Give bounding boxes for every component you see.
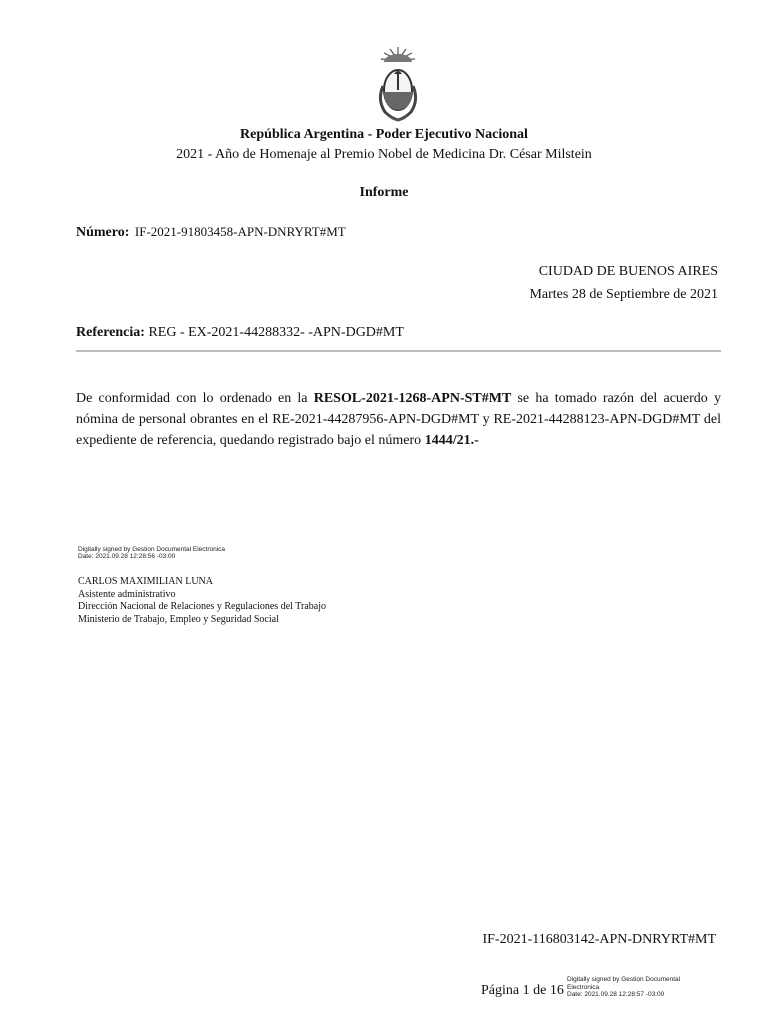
footer-signature-stamp [567,976,680,999]
body-text-2: se ha tomado razón del acuerdo y nómina de personal obrantes en el RE-2021-44287956-APN-DGD#MT y RE-2021-44288123-APN-DGD#MT del expediente de referencia, quedando registrado bajo el número [76,391,721,448]
signer-name: CARLOS MAXIMILIAN LUNA [78,576,213,587]
footer-document-id: IF-2021-116803142-APN-DNRYRT#MT [482,932,716,947]
document-type: Informe [359,185,409,200]
digital-signature-line: Digitally signed by Gestion Documental Electronica [78,546,226,553]
header-subtitle: 2021 - Año de Homenaje al Premio Nobel de Medicina Dr. César Milstein [176,147,592,162]
body-paragraph [76,388,721,451]
referencia-value: REG - EX-2021-44288332- -APN-DGD#MT [148,325,404,340]
digital-signature-date: Date: 2021.09.28 12:28:56 -03:00 [78,553,176,560]
referencia-line [76,325,404,341]
digital-signature-stamp [78,546,225,560]
referencia-label: Referencia: [76,325,145,340]
signer-ministry: Ministerio de Trabajo, Empleo y Seguridad Social [78,613,279,625]
numero-value: IF-2021-91803458-APN-DNRYRT#MT [134,224,346,239]
signer-office: Dirección Nacional de Relaciones y Regulaciones del Trabajo [78,601,326,612]
header-title: República Argentina - Poder Ejecutivo Nacional [240,127,528,142]
numero-label: Número: [76,225,130,240]
coat-of-arms-icon [373,46,423,124]
signer-block [78,576,326,626]
numero-line [76,224,346,241]
date: Martes 28 de Septiembre de 2021 [529,287,718,302]
city: CIUDAD DE BUENOS AIRES [538,264,718,279]
divider [76,350,721,352]
resolution-ref: RESOL-2021-1268-APN-ST#MT [313,391,512,406]
signer-role: Asistente administrativo [78,588,176,600]
body-text-1: De conformidad con lo ordenado en la [76,391,314,406]
footer-signature-date: Date: 2021.09.28 12:28:57 -03:00 [567,991,665,998]
registration-number: 1444/21.- [424,433,479,448]
footer-signature-line2: Electronica [567,983,600,991]
page-number: Página 1 de 16 [481,983,564,998]
footer-signature-line1: Digitally signed by Gestion Documental [567,976,681,983]
